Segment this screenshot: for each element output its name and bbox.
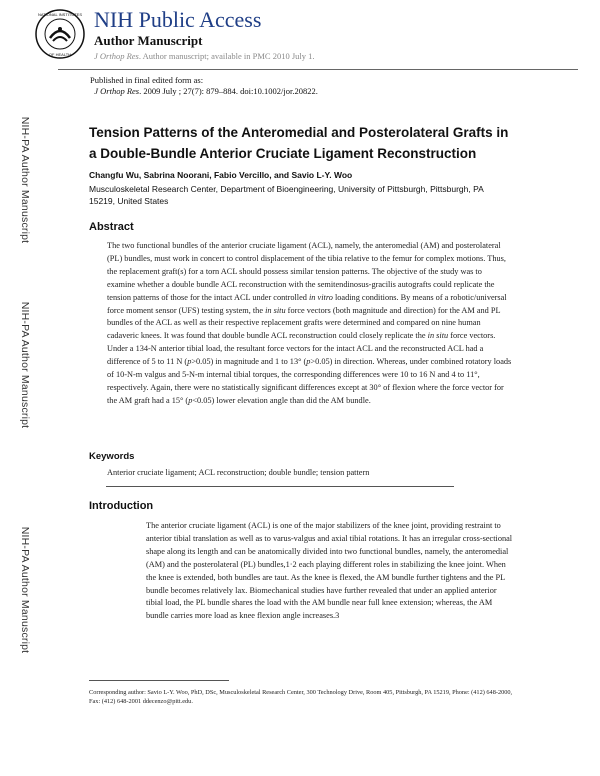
publication-info [90, 75, 318, 97]
side-label-2: NIH-PA Author Manuscript [19, 301, 31, 429]
introduction-heading: Introduction [89, 500, 154, 512]
author-manuscript-label: Author Manuscript [94, 33, 203, 48]
nih-public-access-title: NIH Public Access [94, 7, 262, 32]
publication-details: . 2009 July ; 27(7): 879–884. doi:10.1002/jor.20822. [139, 86, 318, 96]
header-text [94, 8, 315, 61]
keywords-divider [106, 486, 454, 487]
article-affiliation: Musculoskeletal Research Center, Department of Bioengineering, University of Pittsburgh, Pittsburgh, PA 15219, United States [89, 184, 484, 206]
svg-text:OF HEALTH: OF HEALTH [48, 52, 72, 57]
side-label-3: NIH-PA Author Manuscript [19, 526, 31, 654]
page-header [34, 8, 574, 74]
svg-text:NATIONAL INSTITUTES: NATIONAL INSTITUTES [37, 12, 83, 17]
keywords-heading: Keywords [89, 451, 135, 462]
publication-citation [90, 86, 318, 97]
abstract-heading: Abstract [89, 221, 134, 233]
published-in-label: Published in final edited form as: [90, 75, 204, 85]
availability-text: . Author manuscript; available in PMC 2010 July 1. [138, 51, 315, 61]
journal-short: J Orthop Res [94, 51, 139, 61]
nih-logo-icon [34, 8, 86, 60]
availability-line [94, 51, 315, 61]
side-label-1: NIH-PA Author Manuscript [19, 116, 31, 244]
abstract-text: The two functional bundles of the anterior cruciate ligament (ACL), namely, the anteromedial (AM) and posterolateral (PL) bundles, must work in concert to control displacement of the tibia relative to the femur for complex motions. Thus, the replacement graft(s) for a torn ACL should possess similar tension patterns. The objective of the study was to examine whether a double bundle ACL reconstruction with the semitendinosus-gracilis autografts could replicate the tension patterns of those for the intact ACL under controlled in vitro loading conditions. By means of a robotic/universal force moment sensor (UFS) testing system, the in situ force vectors (both magnitude and direction) for the AM and PL bundles of the ACL as well as their respective replacement grafts were determined and compared on nine human cadaveric knees. It was found that double bundle ACL reconstruction could closely replicate the in situ force vectors. Under a 134-N anterior tibial load, the resultant force vectors for the intact ACL and the reconstructed ACL had a difference of 5 to 11 N (p>0.05) in magnitude and 1 to 13° (p>0.05) in direction. Whereas, under combined rotatory loads of 10-N-m valgus and 5-N-m internal tibial torques, the corresponding differences were 10 to 16 N and 4 to 11°, respectively. Again, there were no statistically significant differences except at 30° of flexion where the force vector for the AM graft had a 15° (p<0.05) lower elevation angle than did the AM bundle. [107, 241, 512, 405]
article-title: Tension Patterns of the Anteromedial and Posterolateral Grafts in a Double-Bundle Anterior Cruciate Ligament Reconstruction [89, 125, 509, 161]
corresponding-author-footnote: Corresponding author: Savio L-Y. Woo, PhD, DSc, Musculoskeletal Research Center, 300 Technology Drive, Room 405, Pittsburgh, PA 15219, Phone: (412) 648-2000, Fax: (412) 648-2001 ddecenzo@pitt.edu. [89, 689, 513, 705]
article-authors: Changfu Wu, Sabrina Noorani, Fabio Vercillo, and Savio L-Y. Woo [89, 170, 353, 180]
publication-journal: J Orthop Res [94, 86, 140, 96]
keywords-text: Anterior cruciate ligament; ACL reconstruction; double bundle; tension pattern [107, 468, 370, 477]
introduction-text: The anterior cruciate ligament (ACL) is one of the major stabilizers of the knee joint, providing restraint to anterior tibial translation as well as to varus-valgus and axial tibial rotations. It has an irregular cross-sectional shape along its length and can be anatomically divided into two functional bundles, namely, the anteromedial (AM) and the posterolateral (PL) bundles,1·2 each playing different roles in stabilizing the knee joint. When the knee is extended, both bundles are taut. As the knee is flexed, the AM bundle further tightens and the PL bundle becomes relatively lax. Biomechanical studies have further revealed that under an applied anterior tibial load, the PL bundle shares the load with the AM bundle near full knee extension; whereas, the AM bundle carries more load as knee flexion angle increases.3 [146, 521, 513, 621]
header-divider [58, 69, 578, 70]
footnote-divider [89, 680, 229, 681]
